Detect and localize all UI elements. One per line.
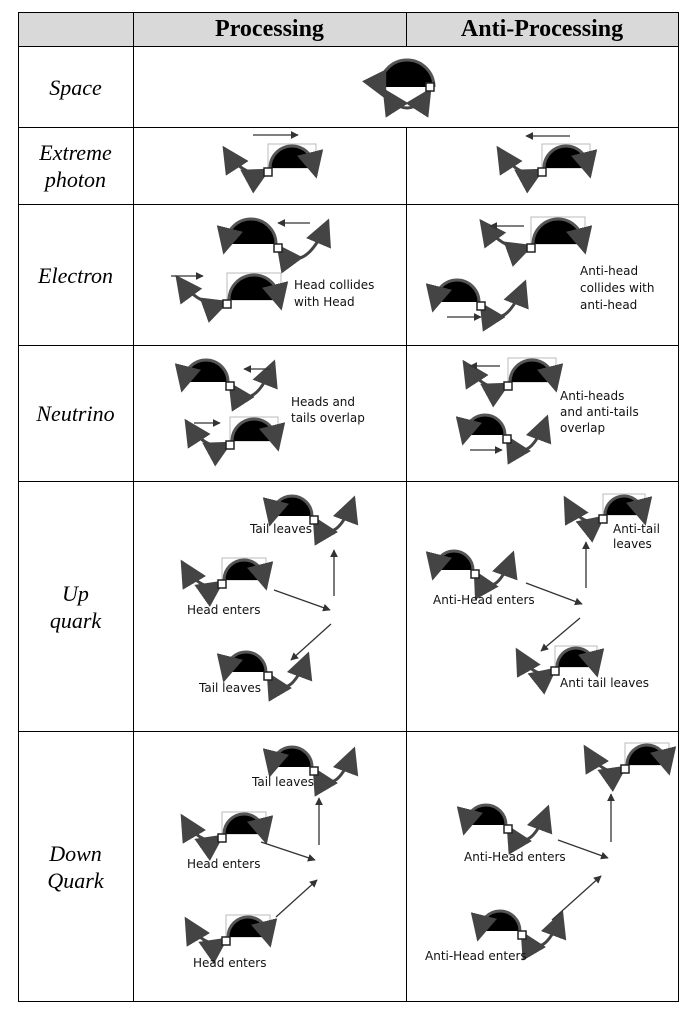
up-anti-glyph-head-joint — [471, 570, 479, 578]
electron-anti-glyph-bottom-joint — [477, 302, 485, 310]
down-anti-glyph-head-top-tail — [508, 807, 548, 840]
down-processing-glyph-head-top — [182, 812, 266, 842]
down-anti-glyph-tail-tail — [585, 747, 625, 771]
caption-electron-anti-1: Anti-head — [580, 264, 639, 278]
row-label-up-quark-line1: Up — [62, 580, 89, 606]
row-label-neutrino — [18, 346, 133, 481]
electron-processing-glyph-bottom — [177, 273, 281, 308]
down-anti-glyph-tail — [585, 743, 669, 773]
extreme-photon-anti-glyph-tail — [498, 148, 542, 173]
up-processing-arrow-in — [274, 590, 330, 610]
neutrino-processing-glyph-bottom-tail — [186, 421, 230, 446]
caption-neutrino-anti-3: overlap — [560, 421, 606, 435]
up-processing-glyph-tail-top-head — [272, 496, 312, 516]
electron-processing-glyph-top-joint — [274, 244, 282, 252]
caption-down-anti-head-1: Anti-Head enters — [464, 850, 566, 864]
space-tail — [384, 90, 430, 108]
row-label-electron-text: Electron — [38, 262, 113, 288]
up-processing-glyph-tail-bottom-joint — [264, 672, 272, 680]
up-processing-glyph-head-joint — [218, 580, 226, 588]
up-anti-glyph-tail-bottom-head — [557, 648, 595, 667]
extreme-photon-processing-glyph-tail — [224, 148, 268, 173]
neutrino-processing-glyph-bottom-joint — [226, 441, 234, 449]
caption-down-processing-head-1: Head enters — [187, 857, 261, 871]
neutrino-processing-glyph-top-tail — [230, 362, 274, 397]
neutrino-anti-glyph-top-head — [510, 360, 554, 382]
down-anti-glyph-head-bottom — [478, 911, 562, 946]
extreme-photon-anti-glyph-joint — [538, 168, 546, 176]
header-processing: Processing — [215, 15, 324, 42]
space-joint — [426, 83, 434, 91]
neutrino-processing-glyph-top-head — [184, 360, 228, 382]
down-processing-glyph-head-bottom-tail — [186, 919, 226, 943]
row-label-neutrino-text: Neutrino — [36, 401, 115, 426]
caption-electron-processing-2: with Head — [294, 295, 355, 309]
caption-up-anti-tail-bottom: Anti tail leaves — [560, 676, 650, 690]
neutrino-anti-glyph-bottom-tail — [507, 417, 547, 450]
row-label-down-quark-line2: Quark — [47, 867, 104, 893]
extreme-photon-processing-glyph-head — [270, 146, 314, 168]
neutrino-anti-glyph-bottom — [463, 415, 547, 450]
up-processing-glyph-head — [182, 558, 266, 588]
electron-anti-glyph-top — [481, 217, 585, 252]
down-anti-glyph-head-bottom-tail — [522, 913, 562, 946]
electron-anti-glyph-top-head — [533, 219, 583, 244]
caption-electron-anti-3: anti-head — [580, 298, 638, 312]
caption-electron-anti-2: collides with — [580, 281, 655, 295]
electron-processing-glyph-top-head — [226, 219, 276, 244]
up-anti-glyph-head — [433, 551, 513, 585]
down-processing-glyph-head-top-head — [224, 814, 264, 834]
caption-up-processing-tail-bottom: Tail leaves — [199, 681, 261, 695]
row-label-electron — [18, 205, 133, 345]
down-anti-glyph-head-top — [464, 805, 548, 840]
caption-down-anti-head-2: Anti-Head enters — [425, 949, 527, 963]
row-label-up-quark — [18, 482, 133, 731]
electron-processing-glyph-bottom-joint — [223, 300, 231, 308]
up-anti-glyph-tail-bottom — [517, 646, 597, 675]
caption-up-processing-tail-top: Tail leaves — [250, 522, 312, 536]
down-anti-glyph-head-top-head — [466, 805, 506, 825]
caption-electron-processing-1: Head collides — [294, 278, 375, 292]
down-processing-glyph-head-bottom-head — [228, 917, 268, 937]
down-anti-glyph-tail-joint — [621, 765, 629, 773]
row-label-up-quark-line2: quark — [49, 607, 102, 633]
up-anti-glyph-tail-bottom-tail — [517, 650, 555, 674]
down-anti-glyph-head-bottom-head — [480, 911, 520, 931]
electron-processing-glyph-top-tail — [278, 221, 328, 258]
down-anti-glyph-head-bottom-joint — [518, 931, 526, 939]
electron-anti-glyph-top-tail — [481, 221, 531, 248]
caption-neutrino-processing-2: tails overlap — [291, 411, 365, 425]
electron-anti-glyph-top-joint — [527, 244, 535, 252]
neutrino-anti-glyph-top — [464, 358, 556, 390]
caption-down-processing-head-2: Head enters — [193, 956, 267, 970]
neutrino-anti-glyph-bottom-head — [465, 415, 505, 435]
electron-anti-glyph-bottom — [433, 280, 525, 317]
down-processing-arrow-in — [261, 842, 315, 860]
header-anti-processing: Anti-Processing — [460, 15, 624, 42]
up-anti-glyph-tail-top-head — [605, 496, 643, 515]
neutrino-processing-glyph-bottom — [186, 417, 278, 449]
row-label-space — [18, 47, 133, 127]
caption-neutrino-anti-2: and anti-tails — [560, 405, 639, 419]
up-processing-arrow-down — [291, 624, 331, 660]
space-glyph — [380, 60, 434, 108]
caption-neutrino-processing-1: Heads and — [291, 395, 356, 409]
caption-up-anti-tail-1: Anti-tail — [613, 522, 660, 536]
caption-down-processing-tail: Tail leaves — [252, 775, 314, 789]
extreme-photon-processing-glyph — [224, 144, 316, 176]
up-processing-glyph-head-tail — [182, 562, 222, 586]
up-anti-glyph-tail-top — [565, 494, 645, 523]
extreme-photon-anti-glyph — [498, 144, 590, 176]
caption-up-processing-head: Head enters — [187, 603, 261, 617]
extreme-photon-processing-glyph-joint — [264, 168, 272, 176]
up-anti-glyph-tail-top-tail — [565, 498, 603, 522]
up-anti-glyph-tail-bottom-joint — [551, 667, 559, 675]
neutrino-anti-glyph-top-joint — [504, 382, 512, 390]
down-anti-glyph-tail-head — [627, 745, 667, 765]
neutrino-processing-glyph-top-joint — [226, 382, 234, 390]
electron-processing-glyph-bottom-tail — [177, 277, 227, 304]
up-processing-glyph-tail-bottom-tail — [268, 654, 308, 687]
caption-up-anti-tail-2: leaves — [613, 537, 652, 551]
row-label-extreme-photon-line2: photon — [44, 167, 107, 192]
row-label-down-quark-line1: Down — [49, 840, 102, 866]
electron-processing-glyph-top — [224, 219, 328, 258]
up-processing-glyph-tail-top-tail — [314, 498, 354, 531]
down-anti-arrow-merge — [552, 876, 601, 920]
extreme-photon-anti-glyph-head — [544, 146, 588, 168]
down-anti-glyph-head-top-joint — [504, 825, 512, 833]
electron-anti-glyph-bottom-tail — [481, 282, 525, 317]
up-processing-glyph-head-head — [224, 560, 264, 580]
row-label-down-quark — [18, 732, 133, 1001]
down-processing-arrow-merge — [276, 880, 317, 917]
neutrino-processing-glyph-top — [182, 360, 274, 397]
down-processing-glyph-head-top-tail — [182, 816, 222, 840]
up-processing-glyph-tail-bottom-head — [226, 652, 266, 672]
row-label-extreme-photon — [18, 128, 133, 204]
caption-neutrino-anti-1: Anti-heads — [560, 389, 625, 403]
down-processing-glyph-tail-tail — [314, 749, 354, 782]
down-processing-glyph-head-bottom — [186, 915, 270, 945]
neutrino-processing-glyph-bottom-head — [232, 419, 276, 441]
electron-processing-glyph-bottom-head — [229, 275, 279, 300]
caption-up-anti-head: Anti-Head enters — [433, 593, 535, 607]
down-processing-glyph-head-bottom-joint — [222, 937, 230, 945]
down-processing-glyph-tail-head — [272, 747, 312, 767]
row-label-space-text: Space — [49, 74, 102, 100]
neutrino-anti-glyph-bottom-joint — [503, 435, 511, 443]
row-label-extreme-photon-line1: Extreme — [39, 140, 112, 165]
up-anti-glyph-tail-top-joint — [599, 515, 607, 523]
electron-anti-glyph-bottom-head — [435, 280, 479, 302]
up-anti-glyph-head-tail — [475, 553, 513, 585]
down-processing-glyph-head-top-joint — [218, 834, 226, 842]
up-anti-glyph-head-head — [435, 551, 473, 570]
